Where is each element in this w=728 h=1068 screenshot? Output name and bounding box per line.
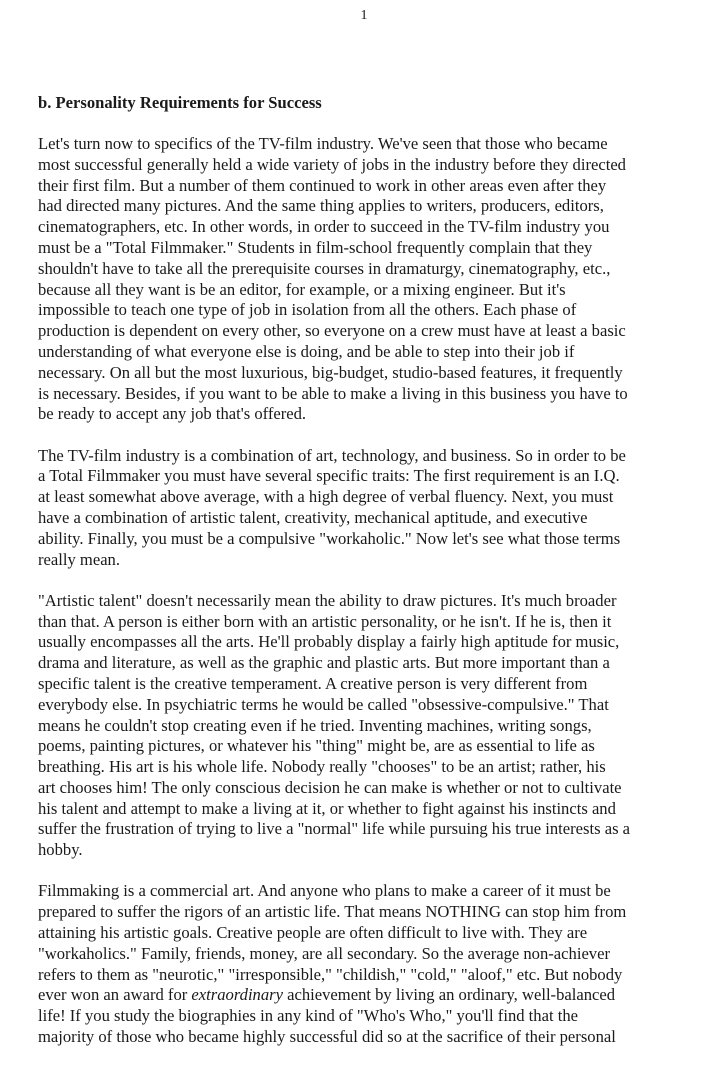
page-number: 1	[360, 8, 368, 23]
text-line: art chooses him! The only conscious decision he can make is whether or not to cultivate	[38, 777, 622, 797]
text-line: drama and literature, as well as the graphic and plastic arts. But more important than a	[38, 653, 610, 673]
text-line: Let's turn now to specifics of the TV-film industry. We've seen that those who became	[38, 134, 608, 153]
text-line: a Total Filmmaker you must have several specific traits: The first requirement is an I.Q.	[38, 466, 620, 486]
text-line: "workaholics." Family, friends, money, are all secondary. So the average non-achiever	[38, 943, 610, 963]
text-line: most successful generally held a wide variety of jobs in the industry before they directed	[38, 154, 626, 174]
text-line	[38, 985, 698, 1006]
text-line: everybody else. In psychiatric terms he would be called "obsessive-compulsive." That	[38, 694, 609, 714]
text-line: have a combination of artistic talent, creativity, mechanical aptitude, and executive	[38, 507, 588, 527]
text-line: ability. Finally, you must be a compulsive "workaholic." Now let's see what those terms	[38, 528, 621, 548]
text-line: breathing. His art is his whole life. Nobody really "chooses" to be an artist; rather, his	[38, 757, 606, 777]
text-line: refers to them as "neurotic," "irresponsible," "childish," "cold," "aloof," etc. But nobody	[38, 964, 623, 984]
text-line: his talent and attempt to make a living at it, or whether to fight against his instincts and	[38, 798, 616, 818]
text-line: production is dependent on every other, so everyone on a crew must have at least a basic	[38, 321, 626, 341]
text-line: really mean.	[38, 549, 121, 569]
text-line: than that. A person is either born with an artistic personality, or he isn't. If he is, then it	[38, 611, 612, 631]
text-line: poems, painting pictures, or whatever his "thing" might be, are as essential to life as	[38, 736, 595, 756]
text-line: attaining his artistic goals. Creative people are often difficult to live with. They are	[38, 923, 588, 943]
text-line: their first film. But a number of them continued to work in other areas even after they	[38, 175, 607, 195]
section-heading: b. Personality Requirements for Success	[38, 93, 322, 112]
paragraph	[38, 446, 698, 571]
paragraph	[38, 591, 698, 861]
text-line: specific talent is the creative temperament. A creative person is very different from	[38, 673, 588, 693]
text-line: because all they want is be an editor, for example, or a mixing engineer. But it's	[38, 279, 566, 299]
text-line: impossible to teach one type of job in isolation from all the others. Each phase of	[38, 300, 577, 320]
text-line: prepared to suffer the rigors of an artistic life. That means NOTHING can stop him from	[38, 902, 627, 922]
text-line: at least somewhat above average, with a high degree of verbal fluency. Next, you must	[38, 487, 614, 507]
emphasis-text: extraordinary	[191, 985, 283, 1005]
text-segment: achievement by living an ordinary, well-balanced	[282, 985, 616, 1005]
text-line: had directed many pictures. And the same thing applies to writers, producers, editors,	[38, 196, 604, 216]
text-line: shouldn't have to take all the prerequisite courses in dramaturgy, cinematography, etc.,	[38, 258, 611, 278]
text-line: means he couldn't stop creating even if he tried. Inventing machines, writing songs,	[38, 715, 592, 735]
text-line: "Artistic talent" doesn't necessarily mean the ability to draw pictures. It's much broader	[38, 590, 617, 610]
paragraph	[38, 134, 698, 425]
body-text	[38, 134, 698, 1068]
text-segment: ever won an award for	[38, 985, 192, 1005]
text-line: is necessary. Besides, if you want to be able to make a living in this business you have to	[38, 383, 628, 403]
text-line: be ready to accept any job that's offered.	[38, 404, 307, 424]
text-line: understanding of what everyone else is doing, and be able to step into their job if	[38, 341, 575, 361]
text-line: Filmmaking is a commercial art. And anyone who plans to make a career of it must be	[38, 881, 611, 901]
text-line: cinematographers, etc. In other words, in order to succeed in the TV-film industry you	[38, 217, 610, 237]
paragraph	[38, 881, 698, 1047]
text-line: usually encompasses all the arts. He'll probably display a fairly high aptitude for music,	[38, 632, 620, 652]
text-line: hobby.	[38, 840, 83, 860]
text-line: necessary. On all but the most luxurious, big-budget, studio-based features, it frequently	[38, 362, 623, 382]
text-line: The TV-film industry is a combination of art, technology, and business. So in order to be	[38, 445, 626, 465]
text-line: must be a "Total Filmmaker." Students in film-school frequently complain that they	[38, 237, 593, 257]
text-line: suffer the frustration of trying to live a "normal" life while pursuing his true interests as a	[38, 819, 631, 839]
text-line: life! If you study the biographies in any kind of "Who's Who," you'll find that the	[38, 1006, 578, 1026]
text-line: majority of those who became highly successful did so at the sacrifice of their personal	[38, 1027, 616, 1047]
